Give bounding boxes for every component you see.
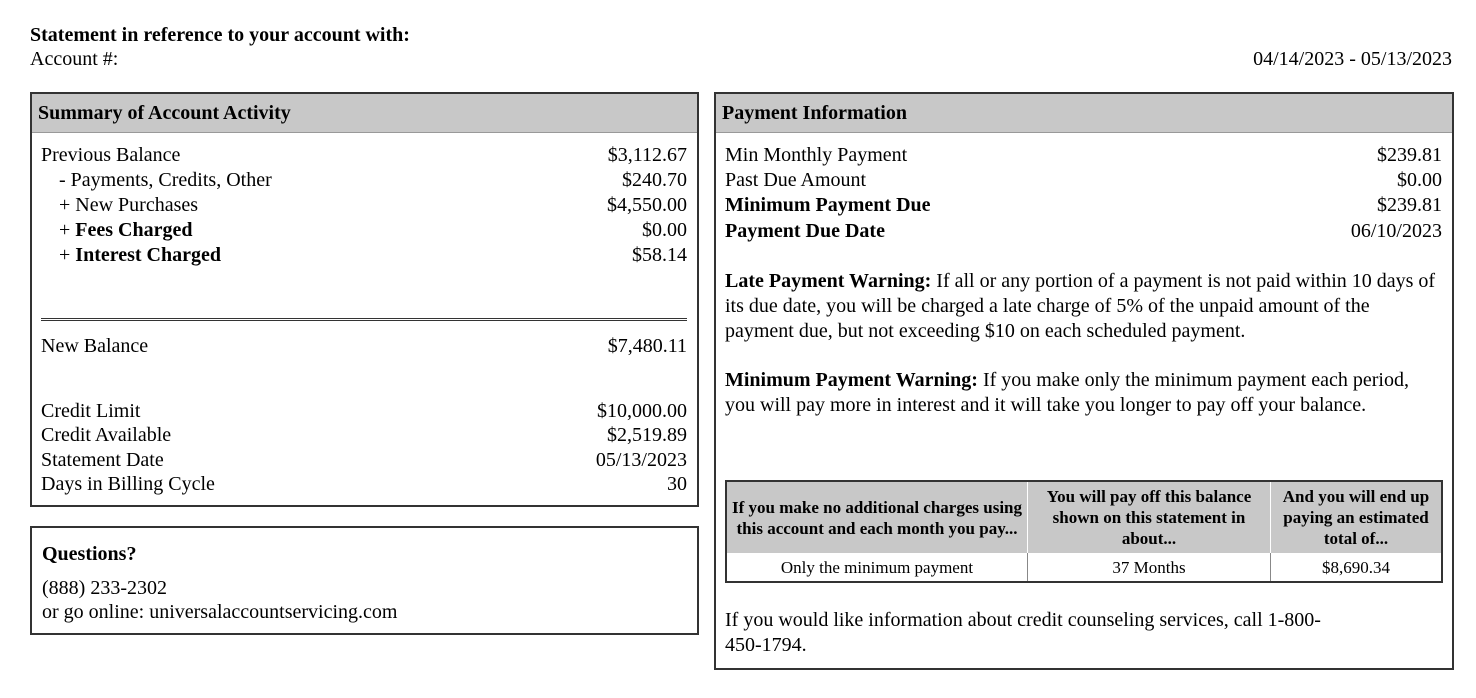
payments-value: $240.70: [622, 169, 687, 191]
fees-value: $0.00: [642, 219, 687, 241]
min-due-label: Minimum Payment Due: [725, 194, 931, 216]
payoff-header-duration: You will pay off this balance shown on this statement in about...: [1028, 482, 1271, 553]
credit-available-label: Credit Available: [41, 424, 172, 446]
purchases-label: + New Purchases: [59, 194, 199, 216]
days-in-cycle-label: Days in Billing Cycle: [41, 473, 215, 495]
past-due-value: $0.00: [1397, 169, 1442, 191]
due-date-row: [725, 219, 1442, 244]
questions-phone[interactable]: (888) 233-2302: [42, 577, 167, 599]
payoff-header-payment: If you make no additional charges using this account and each month you pay...: [727, 482, 1028, 553]
questions-title: Questions?: [42, 543, 137, 565]
credit-available-row: [41, 423, 687, 448]
fees-label: + Fees Charged: [59, 219, 193, 241]
due-date-label: Payment Due Date: [725, 220, 885, 242]
payoff-cell-payment: Only the minimum payment: [780, 557, 974, 577]
payments-label: - Payments, Credits, Other: [59, 169, 272, 191]
interest-value: $58.14: [632, 244, 687, 266]
account-number-label: Account #:: [30, 48, 119, 70]
min-due-value: $239.81: [1377, 194, 1442, 216]
payoff-header-total: And you will end up paying an estimated total of...: [1271, 482, 1442, 553]
statement-title: Statement in reference to your account with:: [30, 24, 410, 46]
purchases-value: $4,550.00: [607, 194, 687, 216]
questions-online[interactable]: or go online: universalaccountservicing.com: [42, 601, 398, 623]
statement-date-label: Statement Date: [41, 449, 164, 471]
statement-period: 04/14/2023 - 05/13/2023: [1253, 48, 1452, 70]
payment-panel: [714, 92, 1454, 670]
credit-limit-label: Credit Limit: [41, 400, 141, 422]
statement-date-value: 05/13/2023: [595, 449, 687, 471]
days-in-cycle-value: 30: [667, 473, 687, 495]
payoff-cell-duration: 37 Months: [1028, 553, 1271, 581]
summary-divider: [41, 318, 687, 321]
new-balance-value: $7,480.11: [607, 335, 687, 357]
fees-row: [41, 218, 687, 243]
days-in-cycle-row: [41, 472, 687, 497]
min-monthly-label: Min Monthly Payment: [725, 144, 908, 166]
interest-label: + Interest Charged: [59, 244, 222, 266]
credit-limit-row: [41, 399, 687, 424]
min-monthly-row: [725, 143, 1442, 168]
min-due-row: [725, 193, 1442, 218]
payoff-cell-total: $8,690.34: [1271, 553, 1442, 581]
credit-limit-value: $10,000.00: [597, 400, 687, 422]
purchases-row: [41, 193, 687, 218]
min-monthly-value: $239.81: [1377, 144, 1442, 166]
new-balance-row: [41, 334, 687, 359]
summary-panel: [30, 92, 699, 507]
interest-row: [41, 243, 687, 268]
credit-counseling-note: If you would like information about credit counseling services, call 1-800-450-1794.: [725, 609, 1321, 656]
payment-title: Payment Information: [716, 94, 1452, 133]
summary-title: Summary of Account Activity: [32, 94, 697, 133]
payoff-table: [725, 480, 1443, 583]
new-balance-label: New Balance: [41, 335, 149, 357]
credit-available-value: $2,519.89: [607, 424, 687, 446]
previous-balance-row: [41, 143, 687, 168]
minimum-payment-warning: Minimum Payment Warning: If you make only the minimum payment each period, you will pay more in interest and it will take you longer to pay off your balance.: [725, 369, 1409, 416]
past-due-label: Past Due Amount: [725, 169, 867, 191]
statement-date-row: [41, 448, 687, 473]
late-payment-warning: Late Payment Warning: If all or any portion of a payment is not paid within 10 days of its due date, you will be charged a late charge of 5% of the unpaid amount of the payment due, but not exceeding $10 on each scheduled payment.: [725, 270, 1436, 342]
previous-balance-label: Previous Balance: [41, 144, 181, 166]
previous-balance-value: $3,112.67: [607, 144, 687, 166]
questions-panel: [30, 526, 699, 635]
past-due-row: [725, 168, 1442, 193]
payments-row: [41, 168, 687, 193]
due-date-value: 06/10/2023: [1350, 220, 1442, 242]
